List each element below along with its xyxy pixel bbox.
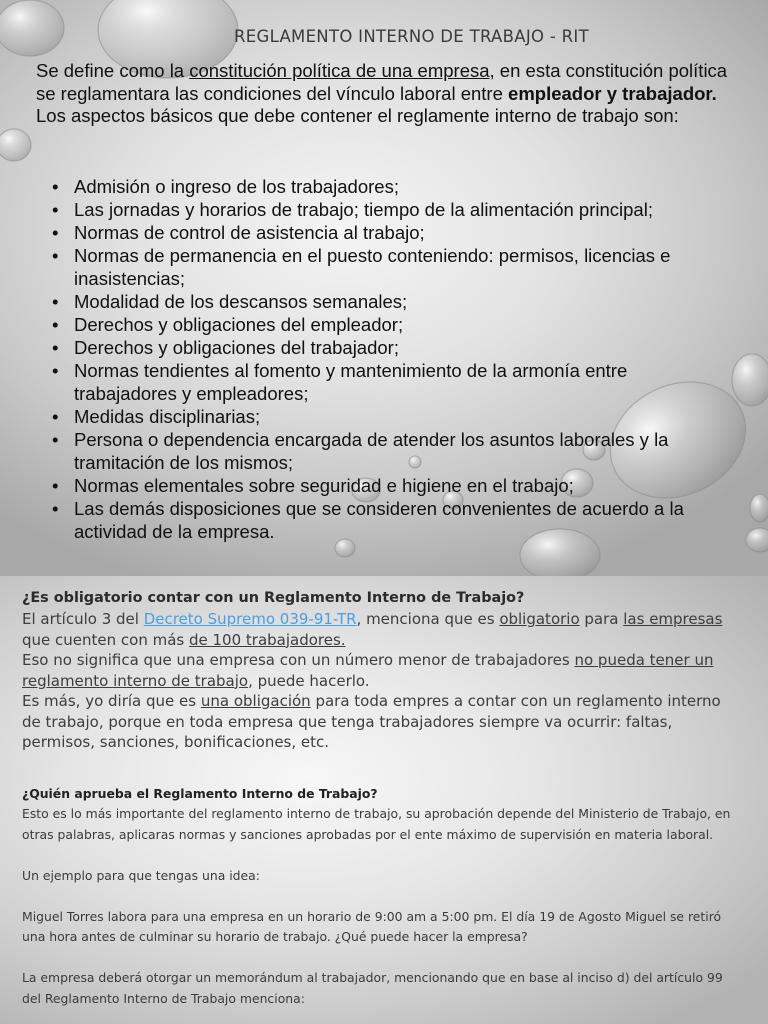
intro-bold-text: empleador y trabajador.	[508, 82, 717, 104]
spacer	[22, 845, 742, 866]
intro-text-run: , en esta constitución política se reglamentara las condiciones del vínculo laboral entre	[36, 60, 728, 104]
constitution-link[interactable]: constitución política de una empresa	[189, 60, 490, 81]
decreto-link[interactable]: Decreto Supremo 039-91-TR	[143, 610, 357, 628]
answer-text-run: , menciona que es	[356, 610, 500, 628]
answer-text-run: Es más, yo diría que es	[22, 692, 201, 710]
approval-paragraph: Esto es lo más importante del reglamento interno de trabajo, su aprobación depende del Ministerio de Trabajo, en otras palabras, aplicaras normas y sanciones aprobadas por el ente máximo de supervisión en materia laboral.	[22, 806, 731, 842]
spacer	[22, 886, 742, 907]
question-approval: ¿Quién aprueba el Reglamento Interno de Trabajo?	[22, 786, 378, 801]
aspects-intro: Los aspectos básicos que debe contener el reglamente interno de trabajo son:	[36, 105, 679, 126]
list-item: • Persona o dependencia encargada de atender los asuntos laborales y la tramitación de los mismos;	[52, 428, 722, 474]
answer-text-run: El artículo 3 del	[22, 610, 144, 628]
list-item: • Derechos y obligaciones del trabajador;	[52, 336, 722, 359]
example-intro: Un ejemplo para que tengas una idea:	[22, 867, 260, 883]
list-item: • Medidas disciplinarias;	[52, 405, 722, 428]
approval-section	[22, 804, 742, 1009]
page-title: REGLAMENTO INTERNO DE TRABAJO - RIT	[234, 27, 589, 46]
answer-paragraph	[22, 650, 742, 691]
list-item: • Las jornadas y horarios de trabajo; tiempo de la alimentación principal;	[52, 198, 722, 221]
list-item: • Modalidad de los descansos semanales;	[52, 290, 722, 313]
intro-text	[36, 60, 736, 128]
obligation-section	[22, 588, 742, 753]
reglamento-link[interactable]: no pueda tener un reglamento interno de trabajo	[22, 651, 714, 690]
answer-text-run: que cuenten con más	[22, 630, 189, 649]
memorandum-paragraph: La empresa deberá otorgar un memorándum al trabajador, mencionando que en base al inciso d) del artículo 99 del Reglamento Interno de Trabajo menciona:	[22, 970, 723, 1006]
intro-paragraph	[36, 60, 736, 105]
answer-paragraph	[22, 691, 742, 753]
answer-text-run: para toda empres a contar con un reglamento interno de trabajo, porque en toda empresa que tenga trabajadores siempre va ocurrir: faltas, permisos, sanciones, bonificaciones, etc.	[22, 692, 721, 751]
obligatorio-link[interactable]: obligatorio	[499, 610, 580, 628]
aspects-list	[52, 175, 722, 543]
answer-paragraph	[22, 609, 742, 650]
list-item: • Normas elementales sobre seguridad e higiene en el trabajo;	[52, 474, 722, 497]
trabajadores-link[interactable]: de 100 trabajadores.	[189, 630, 346, 649]
list-item: • Normas de permanencia en el puesto conteniendo: permisos, licencias e inasistencias;	[52, 244, 722, 290]
answer-text-run: Eso no significa que una empresa con un número menor de trabajadores	[22, 651, 575, 669]
question-obligatory: ¿Es obligatorio contar con un Reglamento Interno de Trabajo?	[22, 590, 525, 606]
list-item: • Normas tendientes al fomento y mantenimiento de la armonía entre trabajadores y empleadores;	[52, 359, 722, 405]
obligacion-link[interactable]: una obligación	[200, 692, 311, 710]
empresas-link[interactable]: las empresas	[623, 610, 723, 628]
list-item: • Admisión o ingreso de los trabajadores;	[52, 175, 722, 198]
intro-text-run: Se define como la	[36, 60, 190, 81]
list-item: • Normas de control de asistencia al trabajo;	[52, 221, 722, 244]
list-item: • Derechos y obligaciones del empleador;	[52, 313, 722, 336]
answer-text-run: , puede hacerlo.	[248, 671, 370, 690]
example-paragraph: Miguel Torres labora para una empresa en un horario de 9:00 am a 5:00 pm. El día 19 de Agosto Miguel se retiró una hora antes de culminar su horario de trabajo. ¿Qué puede hacer la empresa?	[22, 908, 722, 944]
spacer	[22, 948, 742, 969]
answer-text-run: para	[579, 610, 624, 628]
list-item: • Las demás disposiciones que se consideren convenientes de acuerdo a la actividad de la empresa.	[52, 497, 722, 543]
